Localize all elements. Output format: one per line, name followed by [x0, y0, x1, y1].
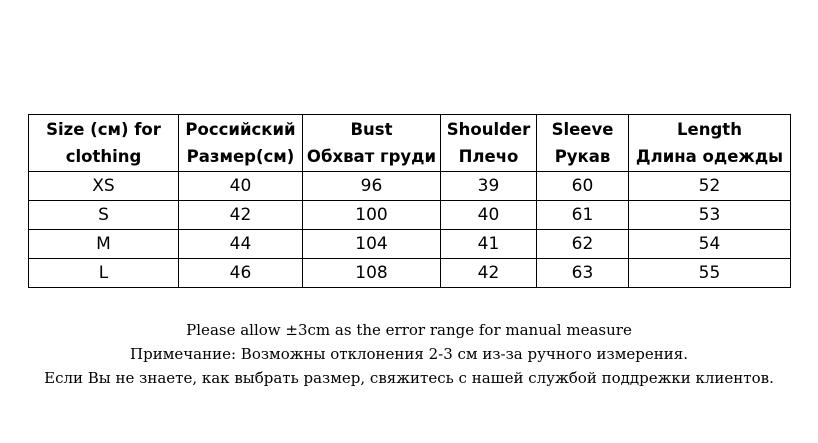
- size-chart-table: [28, 114, 791, 288]
- cell-bust: 104: [303, 230, 441, 259]
- header-size-line-2: clothing: [65, 147, 142, 166]
- cell-sleeve: 60: [537, 172, 629, 201]
- note-error-range-russian: Примечание: Возможны отклонения 2-3 см из-за ручного измерения.: [130, 345, 688, 363]
- note-contact-support: Если Вы не знаете, как выбрать размер, свяжитесь с нашей службой поддрежки клиентов.: [44, 369, 774, 387]
- cell-size: L: [29, 259, 179, 288]
- table-row: [29, 259, 791, 288]
- cell-length: 55: [629, 259, 791, 288]
- table-row: [29, 172, 791, 201]
- cell-sleeve: 62: [537, 230, 629, 259]
- header-length: [629, 115, 791, 172]
- header-sleeve: [537, 115, 629, 172]
- header-bust-line-1: Bust: [350, 120, 393, 139]
- cell-russian-size: 42: [179, 201, 303, 230]
- table-row: [29, 201, 791, 230]
- header-russian-line-2: Размер(см): [186, 147, 295, 166]
- cell-length: 53: [629, 201, 791, 230]
- table-header-row: [29, 115, 791, 172]
- cell-russian-size: 46: [179, 259, 303, 288]
- header-shoulder-line-2: Плечо: [458, 147, 519, 166]
- cell-shoulder: 41: [441, 230, 537, 259]
- cell-bust: 96: [303, 172, 441, 201]
- header-sleeve-line-2: Рукав: [554, 147, 611, 166]
- header-length-line-2: Длина одежды: [635, 147, 784, 166]
- cell-shoulder: 40: [441, 201, 537, 230]
- measurement-notes: [0, 318, 818, 390]
- header-sleeve-line-1: Sleeve: [551, 120, 614, 139]
- header-russian-line-1: Российский: [185, 120, 296, 139]
- table-row: [29, 230, 791, 259]
- note-error-range-english: Please allow ±3cm as the error range for manual measure: [186, 321, 632, 339]
- cell-russian-size: 40: [179, 172, 303, 201]
- header-size-clothing: [29, 115, 179, 172]
- header-russian-size: [179, 115, 303, 172]
- cell-shoulder: 39: [441, 172, 537, 201]
- cell-length: 54: [629, 230, 791, 259]
- cell-bust: 100: [303, 201, 441, 230]
- cell-size: XS: [29, 172, 179, 201]
- cell-length: 52: [629, 172, 791, 201]
- header-length-line-1: Length: [677, 120, 742, 139]
- header-shoulder-line-1: Shoulder: [446, 120, 531, 139]
- header-shoulder: [441, 115, 537, 172]
- cell-bust: 108: [303, 259, 441, 288]
- header-bust: [303, 115, 441, 172]
- cell-sleeve: 61: [537, 201, 629, 230]
- cell-sleeve: 63: [537, 259, 629, 288]
- cell-size: M: [29, 230, 179, 259]
- cell-russian-size: 44: [179, 230, 303, 259]
- header-size-line-1: Size (см) for: [46, 120, 161, 139]
- cell-shoulder: 42: [441, 259, 537, 288]
- cell-size: S: [29, 201, 179, 230]
- header-bust-line-2: Обхват груди: [306, 147, 437, 166]
